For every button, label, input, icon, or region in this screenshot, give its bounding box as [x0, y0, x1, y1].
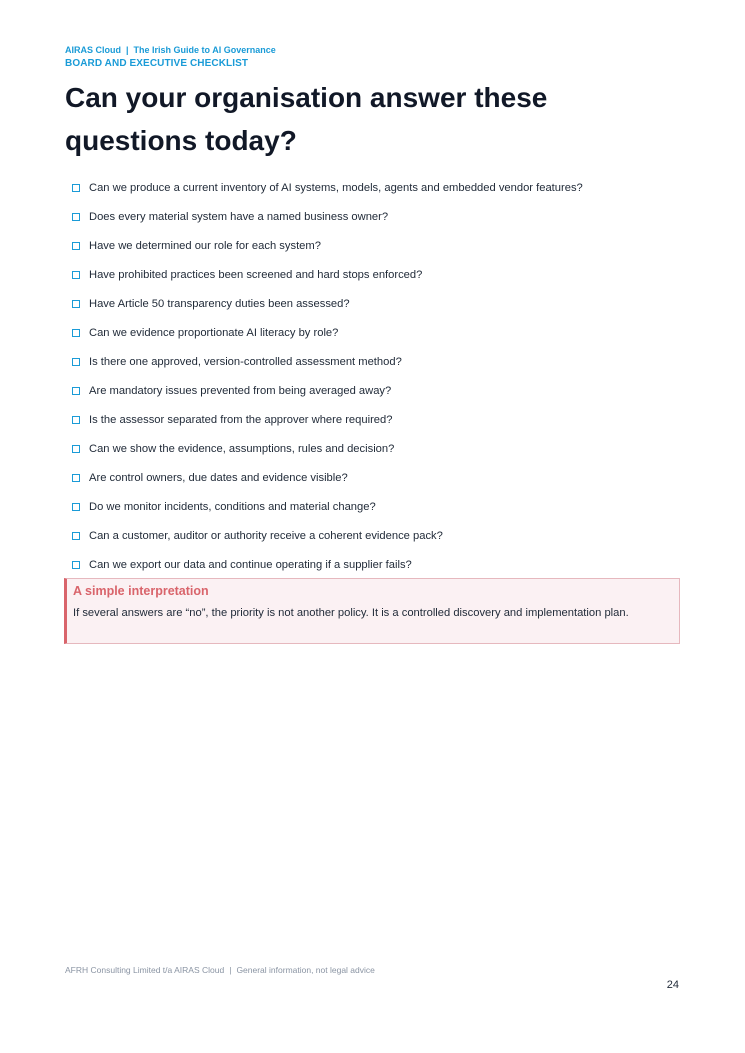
checklist-item-text: Have we determined our role for each system? — [89, 239, 321, 252]
checklist-item-text: Does every material system have a named business owner? — [89, 210, 389, 223]
callout-title: A simple interpretation — [73, 584, 209, 598]
checklist-item-text: Have Article 50 transparency duties been assessed? — [89, 297, 350, 310]
interpretation-callout — [64, 578, 680, 644]
running-footer — [65, 965, 375, 975]
checkbox-icon — [72, 445, 80, 453]
checkbox-icon — [72, 242, 80, 250]
checkbox-icon — [72, 358, 80, 366]
checklist-item — [72, 463, 682, 492]
checkbox-icon — [72, 387, 80, 395]
checklist-item — [72, 318, 682, 347]
checklist-item — [72, 550, 682, 579]
header-separator: | — [126, 45, 129, 55]
checklist-item-text: Are mandatory issues prevented from being averaged away? — [89, 384, 392, 397]
checklist-item — [72, 434, 682, 463]
checklist-item — [72, 376, 682, 405]
checklist-item — [72, 347, 682, 376]
section-label: BOARD AND EXECUTIVE CHECKLIST — [65, 58, 249, 69]
checklist-item-text: Can we show the evidence, assumptions, rules and decision? — [89, 442, 395, 455]
checkbox-icon — [72, 503, 80, 511]
checklist-item-text: Can we export our data and continue operating if a supplier fails? — [89, 558, 412, 571]
checklist-item — [72, 173, 682, 202]
callout-body: If several answers are “no”, the priority is not another policy. It is a controlled discovery and implementation plan. — [73, 607, 629, 619]
footer-disclaimer: General information, not legal advice — [236, 965, 375, 975]
checklist-item-text: Can we evidence proportionate AI literacy by role? — [89, 326, 339, 339]
footer-separator: | — [229, 965, 232, 975]
checklist-item-text: Can we produce a current inventory of AI systems, models, agents and embedded vendor features? — [89, 181, 583, 194]
checkbox-icon — [72, 329, 80, 337]
checklist — [72, 173, 682, 579]
checkbox-icon — [72, 213, 80, 221]
checkbox-icon — [72, 184, 80, 192]
header-brand: AIRAS Cloud — [65, 45, 121, 55]
checklist-item — [72, 202, 682, 231]
checkbox-icon — [72, 300, 80, 308]
checklist-item — [72, 492, 682, 521]
checklist-item — [72, 231, 682, 260]
checklist-item — [72, 405, 682, 434]
checkbox-icon — [72, 271, 80, 279]
checklist-item-text: Do we monitor incidents, conditions and material change? — [89, 500, 376, 513]
checklist-item-text: Have prohibited practices been screened and hard stops enforced? — [89, 268, 423, 281]
running-header — [65, 45, 276, 56]
checklist-item — [72, 521, 682, 550]
checklist-item-text: Is the assessor separated from the approver where required? — [89, 413, 393, 426]
checkbox-icon — [72, 474, 80, 482]
page-number: 24 — [666, 979, 679, 991]
checklist-item — [72, 289, 682, 318]
page-title: Can your organisation answer these questions today? — [65, 82, 548, 156]
checkbox-icon — [72, 561, 80, 569]
checklist-item — [72, 260, 682, 289]
checkbox-icon — [72, 416, 80, 424]
checklist-item-text: Can a customer, auditor or authority receive a coherent evidence pack? — [89, 529, 443, 542]
checkbox-icon — [72, 532, 80, 540]
header-guide-title: The Irish Guide to AI Governance — [133, 45, 276, 55]
checklist-item-text: Are control owners, due dates and evidence visible? — [89, 471, 348, 484]
footer-company: AFRH Consulting Limited t/a AIRAS Cloud — [65, 965, 225, 975]
checklist-item-text: Is there one approved, version-controlled assessment method? — [89, 355, 402, 368]
